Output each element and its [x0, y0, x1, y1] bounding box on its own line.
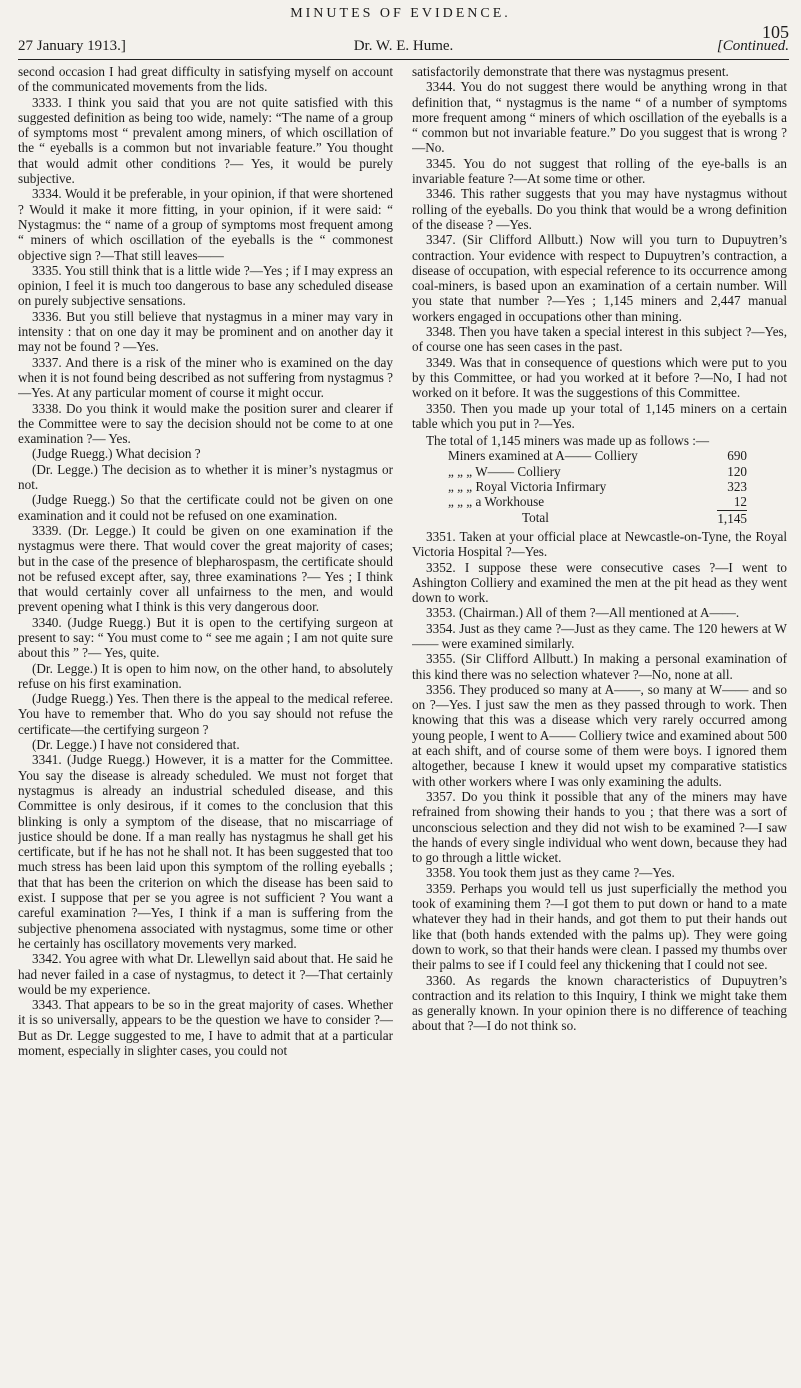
- page-header-title: MINUTES OF EVIDENCE.: [290, 6, 511, 21]
- header-rule: [18, 59, 789, 60]
- paragraph: 3349. Was that in consequence of questions which were put to you by this Committee, or had you worked at it before ?—No, I had not worked on it before. It was the suggestions of this Committee.: [412, 354, 787, 401]
- table-row-value: 120: [727, 463, 747, 479]
- paragraph: 3353. (Chairman.) All of them ?—All mentioned at A——.: [426, 605, 740, 621]
- table-row-label: Miners examined at A—— Colliery: [448, 448, 638, 464]
- paragraph: 3344. You do not suggest there would be anything wrong in that definition that, “ nystagmus is the name “ of a number of symptoms more frequent among “ miners of which oscillation of the eyeballs is a “ common but not invariable feature.” Do you suggest that is wrong ?—No.: [412, 79, 787, 156]
- hearing-date: 27 January 1913.]: [18, 38, 126, 54]
- table-row: [412, 479, 787, 494]
- paragraph: 3348. Then you have taken a special interest in this subject ?—Yes, of course one has seen cases in the past.: [412, 324, 787, 355]
- paragraph: 3346. This rather suggests that you may have nystagmus without rolling of the eyeballs. Do you think that would be a wrong definition of the disease ? —Yes.: [412, 186, 787, 232]
- paragraph: (Judge Ruegg.) So that the certificate could not be given on one examination and it could not be refused on one examination.: [18, 492, 393, 523]
- paragraph: 3360. As regards the known characteristics of Dupuytren’s contraction and its relation to this Inquiry, I think we might take them as generally known. In your opinion there is no difference of teaching about that ?—I do not think so.: [412, 972, 787, 1034]
- table-row-value: 12: [733, 494, 747, 510]
- paragraph: 3336. But you still believe that nystagmus in a miner may vary in intensity : that on one day it may be prominent and on another day it may not be found ? —Yes.: [18, 308, 393, 355]
- paragraph: 3343. That appears to be so in the great majority of cases. Whether it is so universally, appears to be the question we have to consider ?—But as Dr. Legge suggested to me, I have to admit that at a particular moment, especially in slighter cases, you could not: [18, 997, 393, 1058]
- paragraph: 3338. Do you think it would make the position surer and clearer if the Committee were to say the decision should not be come to at one examination ?— Yes.: [18, 400, 393, 447]
- paragraph: 3337. And there is a risk of the miner who is examined on the day when it is not found being described as not suffering from nystagmus ?—Yes. At any particular moment of course it might occur.: [18, 354, 393, 401]
- paragraph: 3355. (Sir Clifford Allbutt.) In making a personal examination of this kind there was no selection whatever ?—No, none at all.: [412, 651, 787, 682]
- table-total-row: [412, 510, 787, 525]
- table-row: [412, 494, 787, 509]
- running-head: [18, 38, 789, 58]
- page-number: 105: [762, 22, 789, 42]
- paragraph: satisfactorily demonstrate that there was nystagmus present.: [412, 64, 729, 79]
- paragraph: 3345. You do not suggest that rolling of the eye-balls is an invariable feature ?—At some time or other.: [412, 155, 787, 187]
- paragraph: 3351. Taken at your official place at Newcastle-on-Tyne, the Royal Victoria Hospital ?—Yes.: [412, 528, 787, 560]
- table-row-label: „ „ „ a Workhouse: [448, 494, 545, 510]
- table-row-label: „ „ „ W—— Colliery: [448, 463, 561, 479]
- table-caption: The total of 1,145 miners was made up as follows :—: [426, 433, 710, 449]
- paragraph: 3341. (Judge Ruegg.) However, it is a matter for the Committee. You say the disease is already scheduled. We must not forget that nystagmus is already an industrial scheduled disease, and this Committee is only desirous, if it comes to the conclusion that this blinking is only a symptom of the disease, that no miscarriage of justice should be done. If a man really has nystagmus he shall get his certificate, but if he has not he shall not. It has been suggested that too much stress has been laid upon this symptom of the rolling eyeballs ; that that has been the criterion on which the disease has been said to exist. I suppose that per se you agree is not sufficient ? You want a careful examination ?—Yes, I think if a man is suffering from the subjective phenomena associated with nystagmus, some time or other he certainly has oscillatory movements very marked.: [18, 752, 393, 951]
- paragraph: (Judge Ruegg.) Yes. Then there is the appeal to the medical referee. You have to remember that. Who do you say should not refuse the certificate—the certifying surgeon ?: [18, 691, 393, 737]
- paragraph: 3339. (Dr. Legge.) It could be given on one examination if the nystagmus were there. That would cover the great majority of cases; but in the case of the presence of blepharospasm, the certificate should not be refused except after, say, three examinations ?— Yes ; I think that would certainly cover all unfairness to the men, and would prevent opening what I think is this very dangerous door.: [18, 522, 393, 615]
- paragraph: 3335. You still think that is a little wide ?—Yes ; if I may express an opinion, I feel it is much too dangerous to base any scheduled disease on purely subjective sensations.: [18, 262, 393, 309]
- paragraph: 3334. Would it be preferable, in your opinion, if that were shortened ? Would it make it more fitting, in your opinion, if it were said: “ Nystagmus: the “ name of a group of symptoms most frequent among “ miners of which oscillation of the eyeballs is the “ commonest objective sign ?—That still leaves——: [18, 186, 393, 263]
- paragraph: 3354. Just as they came ?—Just as they came. The 120 hewers at W—— were examined similarly.: [412, 620, 787, 651]
- continued-label: [Continued.: [716, 38, 789, 54]
- paragraph: 3342. You agree with what Dr. Llewellyn said about that. He said he had never failed in a case of nystagmus, to detect it ?—That certainly would be my experience.: [18, 951, 393, 997]
- paragraph: 3356. They produced so many at A——, so many at W—— and so on ?—Yes. I just saw the men as they passed through to work. Then knowing that this was a disease which very rarely occurred among young people, I went to A—— Colliery twice and examined about 500 at each shift, and of course some of them were boys. I ignored them altogether, because I knew it would upset my comparative statistics with other workers where I was only examining the adults.: [412, 681, 787, 789]
- paragraph: 3347. (Sir Clifford Allbutt.) Now will you turn to Dupuytren’s contraction. Your evidence with respect to Dupuytren’s contraction, a disease of occupation, with especial reference to its occurrence among coal-miners, is based upon an examination of a certain number. Will you state that number ?—Yes ; 1,145 miners and 2,447 manual workers engaged in occupations other than mining.: [412, 232, 787, 324]
- paragraph: 3357. Do you think it possible that any of the miners may have refrained from showing their hands to you ; that there was a sort of unconscious selection and they did not wish to be examined ?—I saw the hands of every single individual who went down, because they had to go through a little wicket.: [412, 788, 787, 866]
- paragraph: 3358. You took them just as they came ?—Yes.: [426, 865, 675, 881]
- table-total-label: Total: [522, 509, 549, 525]
- left-column: [18, 64, 393, 1380]
- paragraph: second occasion I had great difficulty in satisfying myself on account of the communicated movements from the lids.: [18, 64, 393, 95]
- table-row-label: „ „ „ Royal Victoria Infirmary: [448, 479, 607, 495]
- paragraph: 3352. I suppose these were consecutive cases ?—I went to Ashington Colliery and examined the men at the pit head as they went down to work.: [412, 559, 787, 606]
- table-total-value: 1,145: [717, 510, 747, 526]
- paragraph: 3359. Perhaps you would tell us just superficially the method you took of examining them ?—I got them to put down or hand to a mate whatever they had in their hands, and got them to put their hands out like that (both hands extended with the palms up). They were going down to work, so that their hands were clean. I passed my thumbs over their palms to see if I could feel any thickening that I could not see.: [412, 880, 787, 973]
- paragraph: (Judge Ruegg.) What decision ?: [32, 446, 201, 462]
- table-row-value: 690: [727, 448, 747, 464]
- miners-table: [412, 433, 787, 525]
- table-row: [412, 448, 787, 463]
- table-row-value: 323: [727, 479, 747, 495]
- witness-name: Dr. W. E. Hume.: [353, 38, 454, 54]
- paragraph: 3340. (Judge Ruegg.) But it is open to the certifying surgeon at present to say: “ You must come to “ see me again ; I am not quite sure about this ” ?— Yes, quite.: [18, 614, 393, 661]
- paragraph: (Dr. Legge.) The decision as to whether it is miner’s nystagmus or not.: [18, 461, 393, 493]
- paragraph: (Dr. Legge.) I have not considered that.: [32, 737, 240, 753]
- paragraph: 3333. I think you said that you are not quite satisfied with this suggested definition as being too wide, namely: “The name of a group of symptoms most “ prevalent among miners, of which oscillation of the “ eyeballs is a common but not invariable feature.” You thought that would admit other conditions ?— Yes, it would be purely subjective.: [18, 94, 393, 187]
- paragraph: 3350. Then you made up your total of 1,145 miners on a certain table which you put in ?—Yes.: [412, 400, 787, 431]
- paragraph: (Dr. Legge.) It is open to him now, on the other hand, to absolutely refuse on his first examination.: [18, 660, 393, 691]
- table-row: [412, 464, 787, 479]
- right-column: [412, 64, 787, 1380]
